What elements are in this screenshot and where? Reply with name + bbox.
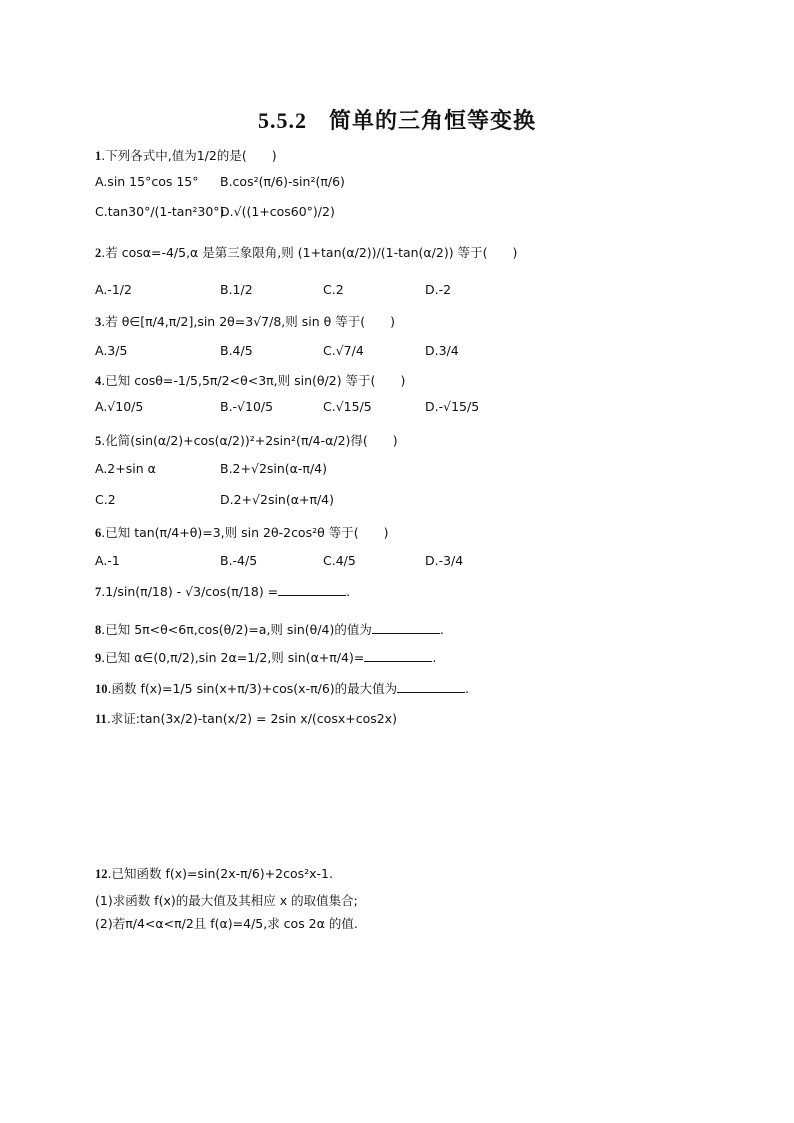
question-4 <box>95 371 405 389</box>
question-suffix: . <box>439 622 444 637</box>
question-2 <box>95 243 517 261</box>
question-5 <box>95 431 398 449</box>
q4-option-c: C.√15/5 <box>323 399 372 414</box>
q2-option-b: B.1/2 <box>220 282 253 297</box>
question-number: 11 <box>95 712 107 726</box>
answer-blank[interactable] <box>278 585 346 596</box>
question-stem: .已知 tan(π/4+θ)=3,则 sin 2θ-2cos²θ 等于( ) <box>101 525 389 540</box>
section-number: 5.5.2 <box>257 108 307 133</box>
answer-blank[interactable] <box>372 623 440 634</box>
question-stem: .已知 α∈(0,π/2),sin 2α=1/2,则 sin(α+π/4)= <box>101 650 365 665</box>
q12-part-2: (2)若π/4<α<π/2且 f(α)=4/5,求 cos 2α 的值. <box>95 916 358 931</box>
q4-option-a: A.√10/5 <box>95 399 144 414</box>
q1-option-c: C.tan30°/(1-tan²30°) <box>95 204 225 219</box>
q3-option-d: D.3/4 <box>425 343 459 358</box>
q2-option-c: C.2 <box>323 282 344 297</box>
question-number: 12 <box>95 867 108 881</box>
q5-option-c: C.2 <box>95 492 116 507</box>
q5-option-a: A.2+sin α <box>95 461 156 476</box>
question-stem: .求证:tan(3x/2)-tan(x/2) = 2sin x/(cosx+cos2x) <box>106 711 397 726</box>
question-stem: .已知函数 f(x)=sin(2x-π/6)+2cos²x-1. <box>107 866 333 881</box>
q1-option-b: B.cos²(π/6)-sin²(π/6) <box>220 174 345 189</box>
question-stem: .化简(sin(α/2)+cos(α/2))²+2sin²(π/4-α/2)得( ) <box>101 433 398 448</box>
q6-option-b: B.-4/5 <box>220 553 258 568</box>
q3-option-a: A.3/5 <box>95 343 128 358</box>
question-1 <box>95 146 277 164</box>
q4-option-b: B.-√10/5 <box>220 399 274 414</box>
question-number: 8 <box>95 623 102 637</box>
q2-option-d: D.-2 <box>425 282 452 297</box>
q3-option-c: C.√7/4 <box>323 343 364 358</box>
question-9 <box>95 648 436 666</box>
question-number: 1 <box>95 149 102 163</box>
q5-option-b: B.2+√2sin(α-π/4) <box>220 461 327 476</box>
question-stem: .已知 5π<θ<6π,cos(θ/2)=a,则 sin(θ/4)的值为 <box>101 622 372 637</box>
question-stem: .若 cosα=-4/5,α 是第三象限角,则 (1+tan(α/2))/(1-tan(α/2)) 等于( ) <box>101 245 518 260</box>
question-number: 5 <box>95 434 102 448</box>
q6-option-a: A.-1 <box>95 553 120 568</box>
question-6 <box>95 523 388 541</box>
question-stem: .1/sin(π/18) - √3/cos(π/18) = <box>101 584 279 599</box>
question-number: 9 <box>95 651 102 665</box>
question-number: 2 <box>95 246 102 260</box>
q3-option-b: B.4/5 <box>220 343 253 358</box>
question-suffix: . <box>432 650 437 665</box>
question-number: 3 <box>95 315 102 329</box>
q12-part-1: (1)求函数 f(x)的最大值及其相应 x 的取值集合; <box>95 893 358 908</box>
question-stem: .已知 cosθ=-1/5,5π/2<θ<3π,则 sin(θ/2) 等于( ) <box>101 373 406 388</box>
question-11 <box>95 709 397 727</box>
question-number: 4 <box>95 374 102 388</box>
question-7 <box>95 584 350 600</box>
page-title <box>0 104 794 135</box>
question-stem: .若 θ∈[π/4,π/2],sin 2θ=3√7/8,则 sin θ 等于( ) <box>101 314 396 329</box>
question-number: 6 <box>95 526 102 540</box>
q6-option-d: D.-3/4 <box>425 553 464 568</box>
answer-blank[interactable] <box>397 682 465 693</box>
section-title: 简单的三角恒等变换 <box>328 109 536 134</box>
q1-option-a: A.sin 15°cos 15° <box>95 174 199 189</box>
question-stem: .下列各式中,值为1/2的是( ) <box>101 148 277 163</box>
question-number: 10 <box>95 682 108 696</box>
answer-blank[interactable] <box>364 651 432 662</box>
question-8 <box>95 620 444 638</box>
question-number: 7 <box>95 585 102 599</box>
q1-option-d: D.√((1+cos60°)/2) <box>220 204 335 219</box>
question-stem: .函数 f(x)=1/5 sin(x+π/3)+cos(x-π/6)的最大值为 <box>107 681 398 696</box>
question-10 <box>95 679 469 697</box>
q2-option-a: A.-1/2 <box>95 282 132 297</box>
question-suffix: . <box>346 584 351 599</box>
q5-option-d: D.2+√2sin(α+π/4) <box>220 492 335 507</box>
question-12 <box>95 864 333 882</box>
q4-option-d: D.-√15/5 <box>425 399 480 414</box>
q6-option-c: C.4/5 <box>323 553 356 568</box>
question-3 <box>95 312 395 330</box>
question-suffix: . <box>465 681 470 696</box>
